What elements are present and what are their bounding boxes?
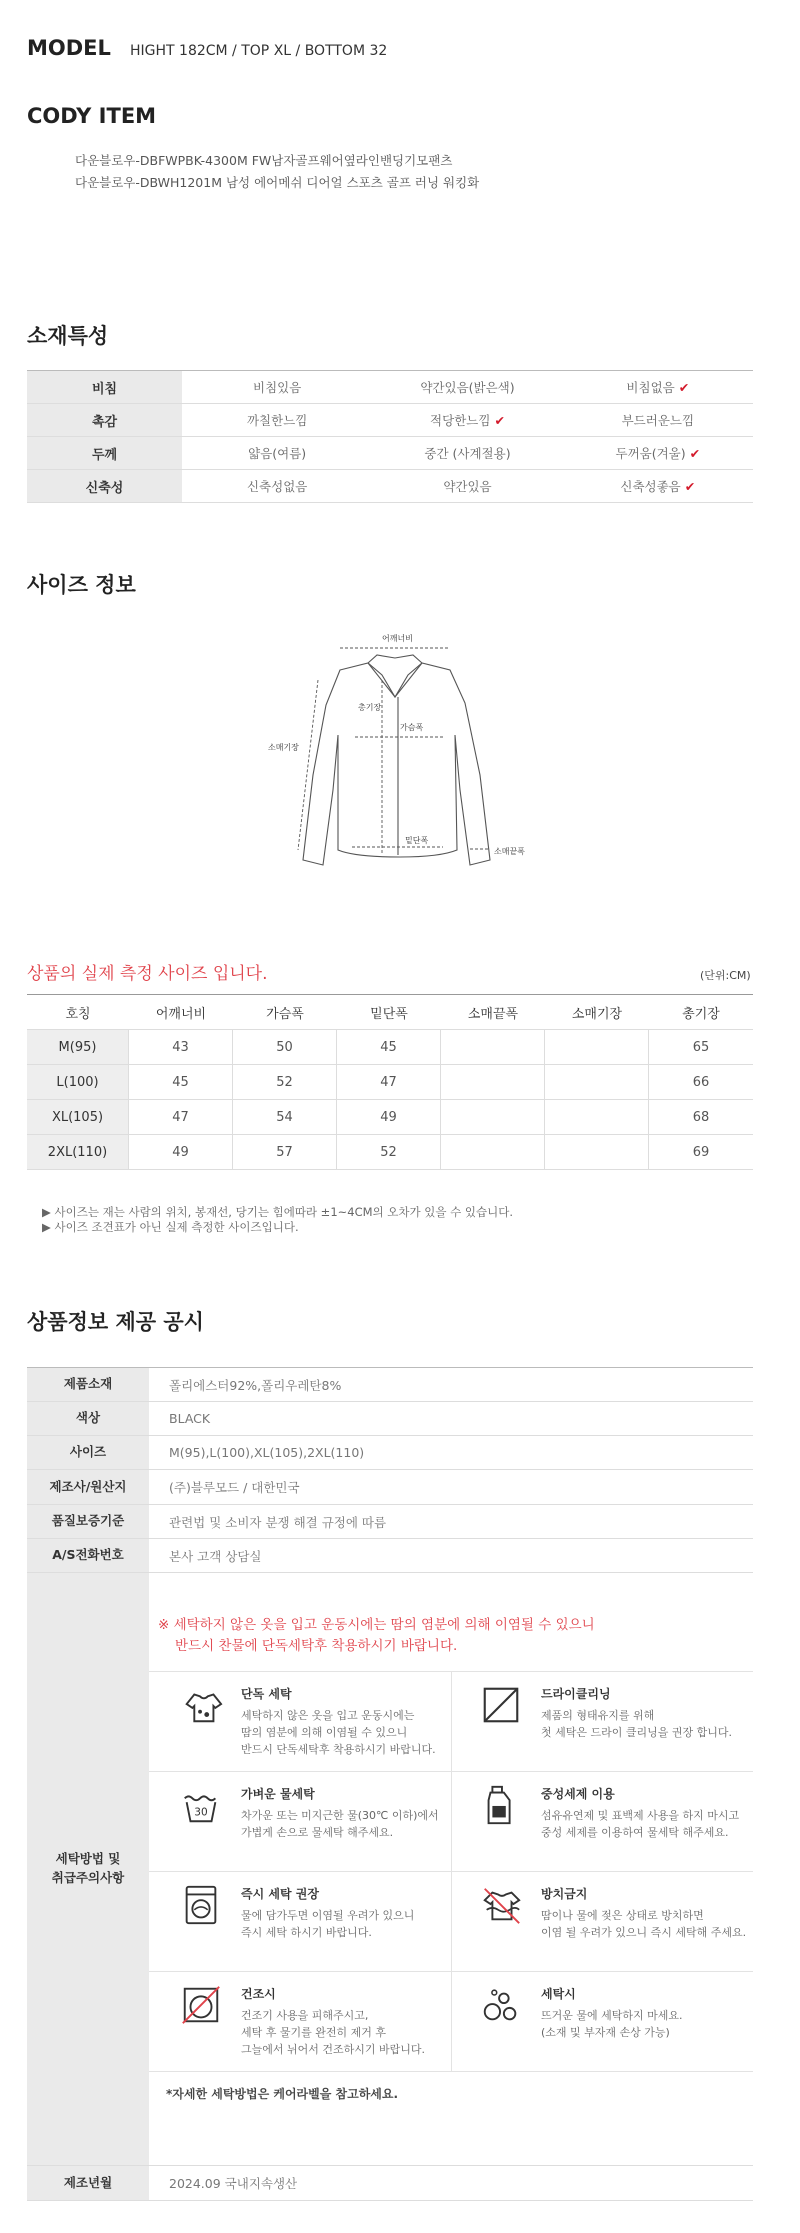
material-option-text: 중간 (사계절용) (424, 446, 511, 461)
size-value-cell: 49 (129, 1135, 233, 1169)
info-label: 사이즈 (27, 1436, 149, 1469)
care-item-desc-line: 섬유유연제 및 표백제 사용을 하지 마시고 (541, 1809, 740, 1822)
size-value-cell: 52 (233, 1065, 337, 1099)
size-value-cell (441, 1030, 545, 1064)
material-option (372, 470, 562, 502)
model-spec: HIGHT 182CM / TOP XL / BOTTOM 32 (130, 43, 388, 59)
material-option (182, 371, 372, 403)
material-option-text: 신축성좋음 (620, 479, 681, 494)
size-value-cell (545, 1065, 649, 1099)
diagram-label-total-length: 총기장 (358, 703, 382, 712)
size-header-cell: 소매기장 (545, 995, 649, 1029)
material-option (563, 437, 753, 469)
size-value-cell: 47 (337, 1065, 441, 1099)
material-option (372, 404, 562, 436)
size-value-cell (441, 1065, 545, 1099)
care-footnote: *자세한 세탁방법은 케어라벨을 참고하세요. (166, 2087, 399, 2101)
size-value-cell: 49 (337, 1100, 441, 1134)
actual-size-title: 상품의 실제 측정 사이즈 입니다. (27, 964, 268, 984)
size-value-cell: 43 (129, 1030, 233, 1064)
size-header-cell: 어깨너비 (129, 995, 233, 1029)
size-header-cell: 가슴폭 (233, 995, 337, 1029)
care-item-desc (241, 1907, 481, 1941)
cody-heading: CODY ITEM (27, 104, 157, 128)
material-option-text: 신축성없음 (246, 479, 308, 494)
size-name-cell: M(95) (27, 1030, 129, 1064)
care-item-desc-line: 이염 될 우려가 있으니 즉시 세탁해 주세요. (541, 1926, 747, 1940)
size-value-cell: 65 (692, 1039, 710, 1055)
size-row (27, 1135, 753, 1170)
material-option-text: 약간있음 (443, 479, 492, 494)
info-value: 폴리에스터92%,폴리우레탄8% (169, 1377, 342, 1393)
size-row (27, 1065, 753, 1100)
size-table (27, 994, 753, 1170)
material-option-text: 비침없음 (626, 380, 675, 395)
info-value: 2024.09 국내지속생산 (169, 2176, 298, 2191)
material-label: 촉감 (27, 404, 182, 436)
product-info-title: 상품정보 제공 공시 (27, 1310, 204, 1334)
size-note: ▶ 사이즈는 재는 사람의 위치, 봉재선, 당기는 힘에따라 ±1~4CM의 오차가 있을 수 있습니다. (42, 1205, 514, 1219)
care-item-desc-line: 차가운 또는 미지근한 물(30℃ 이하)에서 (241, 1809, 439, 1822)
hand-wash-icon (179, 1783, 223, 1827)
care-item-desc-line: 땀의 염분에 의해 이염될 수 있으니 (241, 1726, 408, 1740)
size-value-cell: 47 (129, 1100, 233, 1134)
material-row (27, 404, 753, 437)
size-header-cell: 소매끝폭 (441, 995, 545, 1029)
size-name-cell: L(100) (27, 1065, 129, 1099)
material-option (182, 404, 372, 436)
care-item-title: 단독 세탁 (241, 1687, 292, 1701)
care-item-title: 중성세제 이용 (541, 1787, 615, 1801)
care-item-desc-line: 건조기 사용을 피해주시고, (241, 2009, 369, 2022)
material-option-text: 부드러운느낌 (621, 413, 695, 428)
info-label: A/S전화번호 (27, 1539, 149, 1572)
size-value-cell (545, 1135, 649, 1169)
size-value-cell: 57 (233, 1135, 337, 1169)
care-item-desc (241, 1707, 481, 1758)
diagram-label-shoulder: 어깨너비 (382, 634, 413, 643)
care-item-desc-line: 땀이나 물에 젖은 상태로 방치하면 (541, 1909, 704, 1922)
care-item-desc (541, 1707, 781, 1741)
size-value-cell (441, 1135, 545, 1169)
care-item-desc-line: 그늘에서 뉘어서 건조하시기 바랍니다. (241, 2043, 426, 2057)
svg-text:30: 30 (194, 1806, 208, 1819)
material-label: 비침 (27, 371, 182, 403)
info-label: 제품소재 (27, 1368, 149, 1401)
size-value-cell (545, 1100, 649, 1134)
info-value: (주)블루모드 / 대한민국 (169, 1480, 300, 1495)
dry-clean-icon (479, 1683, 523, 1727)
care-item-desc (541, 1807, 781, 1841)
size-name-cell: XL(105) (27, 1100, 129, 1134)
care-item-title: 즉시 세탁 권장 (241, 1887, 319, 1901)
material-option-text: 적당한느낌 (430, 413, 491, 428)
size-row (27, 1030, 753, 1065)
info-label: 제조사/원산지 (27, 1470, 149, 1504)
care-item-desc-line: 세탁하지 않은 옷을 입고 운동시에는 (241, 1709, 415, 1722)
washing-machine-icon (179, 1883, 223, 1927)
care-warning (158, 1615, 595, 1657)
size-note: ▶ 사이즈 조견표가 아닌 실제 측정한 사이즈입니다. (42, 1220, 299, 1234)
material-option (372, 437, 562, 469)
size-value-cell (441, 1100, 545, 1134)
size-table-header (27, 995, 753, 1030)
size-value-cell: 54 (233, 1100, 337, 1134)
size-row (27, 1100, 753, 1135)
no-leave-icon (479, 1883, 523, 1927)
model-heading: MODEL (27, 36, 111, 60)
size-value-cell: 69 (692, 1144, 710, 1160)
size-header-cell: 호칭 (27, 995, 129, 1029)
material-option (182, 470, 372, 502)
size-header-cell: 밑단폭 (337, 995, 441, 1029)
material-option (563, 470, 753, 502)
info-label: 제조년월 (27, 2166, 149, 2200)
info-value: M(95),L(100),XL(105),2XL(110) (169, 1445, 365, 1460)
care-label (27, 1573, 149, 2165)
care-item-desc-line: 반드시 단독세탁후 착용하시기 바랍니다. (241, 1743, 436, 1757)
size-value-cell: 45 (129, 1065, 233, 1099)
material-row (27, 371, 753, 404)
material-option (563, 404, 753, 436)
material-option-text: 약간있음(밝은색) (420, 380, 515, 395)
care-item-desc-line: (소재 및 부자재 손상 가능) (541, 2026, 670, 2040)
size-value-cell: 52 (337, 1135, 441, 1169)
care-warning-line: 반드시 찬물에 단독세탁후 착용하시기 바랍니다. (175, 1637, 458, 1654)
material-option-text: 비침있음 (253, 380, 302, 395)
material-option-text: 까칠한느낌 (246, 413, 308, 428)
cody-item: 다운블로우-DBWH1201M 남성 에어메쉬 디어얼 스포츠 골프 러닝 워킹화 (75, 175, 480, 190)
care-item-desc (541, 1907, 781, 1941)
care-item-title: 건조시 (241, 1987, 276, 2001)
material-row (27, 437, 753, 470)
care-item-title: 방치금지 (541, 1887, 588, 1901)
care-item-desc (241, 1807, 481, 1841)
care-warning-line: ※ 세탁하지 않은 옷을 입고 운동시에는 땀의 염분에 의해 이염될 수 있으니 (158, 1617, 595, 1633)
detergent-bottle-icon (479, 1783, 523, 1827)
care-item-desc-line: 중성 세제를 이용하여 물세탁 해주세요. (541, 1826, 729, 1840)
care-item-desc-line: 첫 세탁은 드라이 클리닝을 권장 합니다. (541, 1726, 732, 1740)
bubbles-icon (479, 1983, 523, 2027)
care-label-line: 취급주의사항 (51, 1870, 125, 1885)
info-label: 색상 (27, 1402, 149, 1435)
care-item-desc (541, 2007, 781, 2041)
care-label-line: 세탁방법 및 (55, 1851, 121, 1867)
diagram-label-chest: 가슴폭 (400, 723, 424, 732)
size-value-cell: 68 (692, 1109, 710, 1125)
check-icon: ✔ (689, 445, 701, 461)
care-item-desc-line: 제품의 형태유지를 위해 (541, 1709, 655, 1722)
size-value-cell (545, 1030, 649, 1064)
material-option (563, 371, 753, 403)
info-value: BLACK (169, 1411, 211, 1426)
size-value-cell: 66 (692, 1074, 710, 1090)
info-label: 품질보증기준 (27, 1505, 149, 1538)
info-value: 관련법 및 소비자 분쟁 해결 규정에 따름 (169, 1514, 387, 1530)
size-info-title: 사이즈 정보 (27, 573, 136, 597)
diagram-label-sleeve-length: 소매기장 (268, 743, 299, 752)
care-item-desc-line: 뜨거운 물에 세탁하지 마세요. (541, 2009, 683, 2022)
product-info-table (27, 1367, 753, 2201)
care-item-desc-line: 즉시 세탁 하시기 바랍니다. (241, 1926, 372, 1940)
info-value: 본사 고객 상담실 (169, 1548, 262, 1564)
material-table (27, 370, 753, 503)
material-option (182, 437, 372, 469)
material-option-text: 얇음(여름) (248, 446, 307, 461)
material-label: 두께 (27, 437, 182, 469)
care-item-desc-line: 물에 담가두면 이염될 우려가 있으니 (241, 1909, 415, 1922)
care-item-desc (241, 2007, 481, 2058)
care-item-desc-line: 가볍게 손으로 물세탁 해주세요. (241, 1826, 394, 1840)
size-value-cell: 45 (337, 1030, 441, 1064)
size-diagram (260, 625, 530, 885)
material-title: 소재특성 (27, 324, 109, 348)
material-row (27, 470, 753, 503)
diagram-label-hem: 밑단폭 (405, 836, 429, 845)
shirt-tub-icon (179, 1683, 223, 1727)
cody-item: 다운블로우-DBFWPBK-4300M FW남자골프웨어옆라인밴딩기모팬츠 (75, 153, 453, 168)
size-value-cell: 50 (233, 1030, 337, 1064)
material-option (372, 371, 562, 403)
material-option-text: 두꺼움(겨울) (615, 446, 686, 461)
care-item-title: 가벼운 물세탁 (241, 1787, 315, 1801)
check-icon: ✔ (684, 478, 696, 494)
no-dryer-icon (179, 1983, 223, 2027)
size-header-cell: 총기장 (649, 995, 753, 1029)
care-item-desc-line: 세탁 후 물기를 완전히 제거 후 (241, 2026, 386, 2040)
check-icon: ✔ (494, 412, 505, 428)
unit-label: (단위:CM) (700, 969, 751, 982)
care-item-title: 세탁시 (541, 1987, 576, 2001)
care-box (149, 1573, 753, 2166)
check-icon: ✔ (678, 379, 690, 395)
diagram-label-cuff: 소매끝폭 (494, 847, 525, 856)
material-label: 신축성 (27, 470, 182, 502)
care-item-title: 드라이클리닝 (541, 1687, 611, 1701)
size-name-cell: 2XL(110) (27, 1135, 129, 1169)
